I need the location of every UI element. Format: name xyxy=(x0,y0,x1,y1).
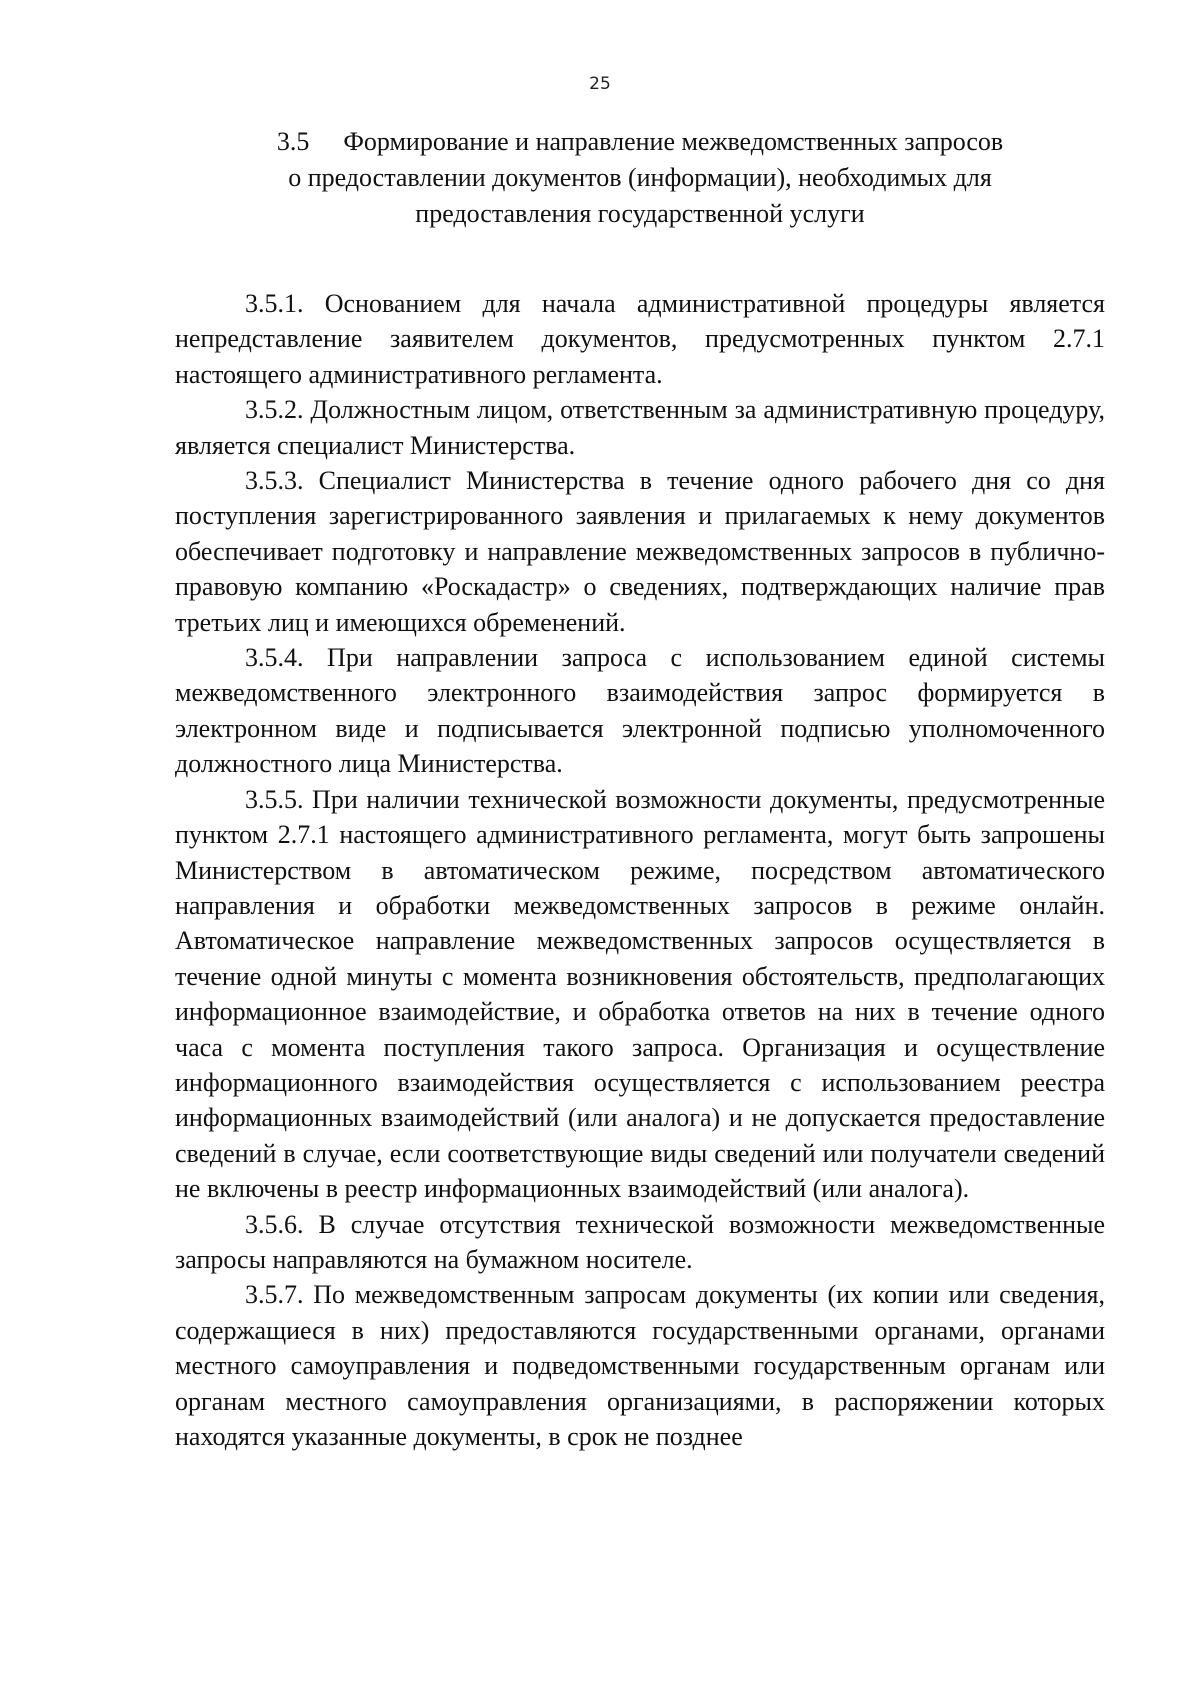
paragraph-3-5-2: 3.5.2. Должностным лицом, ответственным за административную процедуру, является специалист Министерства. xyxy=(175,395,1105,460)
paragraph-3-5-4: 3.5.4. При направлении запроса с использованием единой системы межведомственного электронного взаимодействия запрос формируется в электронном виде и подписывается электронной подписью уполномоченного должностного лица Министерства. xyxy=(175,643,1105,779)
section-heading-line-1 xyxy=(175,124,1105,160)
section-heading-line-3: предоставления государственной услуги xyxy=(415,199,865,228)
paragraph-3-5-3: 3.5.3. Специалист Министерства в течение одного рабочего дня со дня поступления зарегистрированного заявления и прилагаемых к нему документов обеспечивает подготовку и направление межведомственных запросов в публично-правовую компанию «Роскадастр» о сведениях, подтверждающих наличие прав третьих лиц и имеющихся обременений. xyxy=(175,466,1105,637)
paragraph-3-5-6: 3.5.6. В случае отсутствия технической возможности межведомственные запросы направляются на бумажном носителе. xyxy=(175,1209,1105,1274)
page-number: 25 xyxy=(589,74,611,94)
paragraph-3-5-1: 3.5.1. Основанием для начала административной процедуры является непредставление заявителем документов, предусмотренных пунктом 2.7.1 настоящего административного регламента. xyxy=(175,289,1105,389)
section-number: 3.5 xyxy=(276,127,310,156)
section-heading xyxy=(175,124,1105,232)
paragraph-3-5-7: 3.5.7. По межведомственным запросам документы (их копии или сведения, содержащиеся в них) предоставляются государственными органами, органами местного самоуправления и подведомственными государственным органам или органам местного самоуправления организациями, в распоряжении которых находятся указанные документы, в срок не позднее xyxy=(175,1280,1105,1451)
paragraph-3-5-5: 3.5.5. При наличии технической возможности документы, предусмотренные пунктом 2.7.1 настоящего административного регламента, могут быть запрошены Министерством в автоматическом режиме, посредством автоматического направления и обработки межведомственных запросов в режиме онлайн. Автоматическое направление межведомственных запросов осуществляется в течение одной минуты с момента возникновения обстоятельств, предполагающих информационное взаимодействие, и обработка ответов на них в течение одного часа с момента поступления такого запроса. Организация и осуществление информационного взаимодействия осуществляется с использованием реестра информационных взаимодействий (или аналога) и не допускается предоставление сведений в случае, если соответствующие виды сведений или получатели сведений не включены в реестр информационных взаимодействий (или аналога). xyxy=(175,784,1105,1204)
section-heading-line-2: о предоставлении документов (информации), необходимых для xyxy=(288,163,992,192)
document-body xyxy=(175,286,1105,1454)
section-heading-text-1: Формирование и направление межведомственных запросов xyxy=(343,127,1004,156)
